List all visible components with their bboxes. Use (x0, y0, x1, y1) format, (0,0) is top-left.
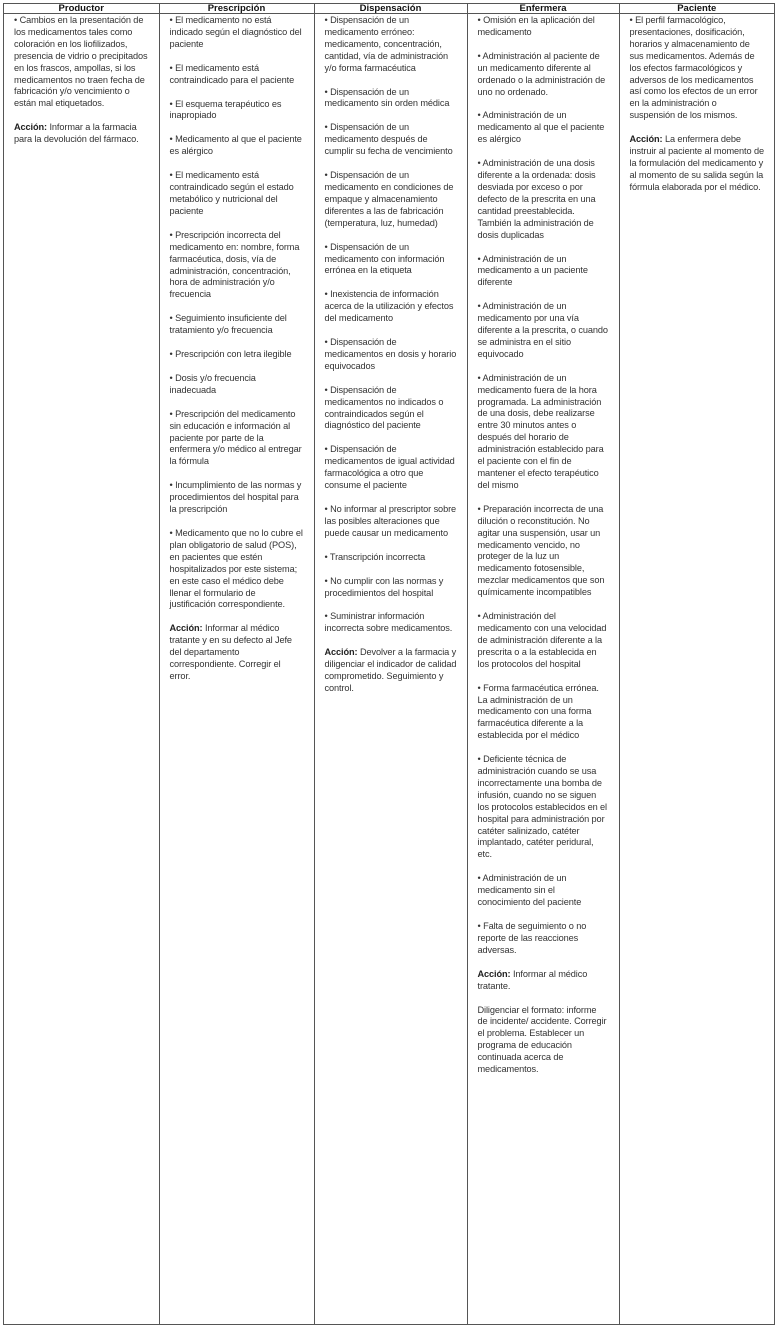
error-table (4, 4, 774, 1324)
action-label: Acción: (629, 134, 663, 145)
header-prescripcion: Prescripción (159, 4, 314, 14)
column-cell (314, 14, 467, 1325)
action-note (630, 134, 765, 194)
list-item: • Dispensación de medicamentos en dosis y horario equivocados (324, 337, 457, 371)
list-item: • Preparación incorrecta de una dilución o reconstitución. No agitar una suspensión, usar un medicamento vencido, no proteger de la luz un medicamento fotosensible, mezclar medicamentos que son químicamente incompatibles (477, 503, 605, 598)
action-label: Acción: (477, 968, 511, 979)
list-item: • El perfil farmacológico, presentaciones, dosificación, horarios y almacenamiento de sus medicamentos. Además de los efectos farmacológicos y adversos de los medicamentos así como los efectos de un error en la administración o suspensión de los mismos. (629, 15, 758, 121)
list-item: • El medicamento no está indicado según el diagnóstico del paciente (169, 15, 302, 49)
list-item: • Prescripción del medicamento sin educación e información al paciente por parte de la enfermera y/o médico al entregar la fórmula (169, 408, 302, 467)
header-enfermera: Enfermera (467, 4, 619, 14)
list-item: • Administración de una dosis diferente a la ordenada: dosis desviada por exceso o por defecto de la prescrita en una cantidad preestablecida. También la administración de dosis duplicadas (477, 158, 596, 240)
list-item: • Dispensación de medicamentos no indicados o contraindicados según el diagnóstico del paciente (324, 384, 444, 431)
list-item: • Administración al paciente de un medicamento diferente al ordenado o la administración de uno no ordenado. (477, 50, 606, 97)
column-cell (159, 14, 314, 1325)
list-item: • No informar al prescriptor sobre las posibles alteraciones que puede causar un medicamento (324, 504, 457, 538)
list-item: • Dispensación de un medicamento con información errónea en la etiqueta (324, 241, 445, 276)
list-item: • Cambios en la presentación de los medicamentos tales como coloración en los liofilizados, presencia de vidrio o precipitados en los frascos, ampollas, si los medicamentos no traen fecha de fabricación y/o vencimiento o están mal etiquetados. (14, 15, 148, 109)
header-row (4, 4, 774, 14)
list-item: • Inexistencia de información acerca de la utilización y efectos del medicamento (324, 289, 454, 324)
content-row (4, 14, 774, 1325)
action-text: Informar al médico tratante. (477, 968, 588, 991)
list-item: • Administración de un medicamento por una vía diferente a la prescrita, o cuando se administra en el sitio equivocado (477, 301, 608, 359)
list-item: • Prescripción incorrecta del medicamento en: nombre, forma farmacéutica, dosis, vía de administración, concentración, hora de administración y/o frecuencia (169, 229, 300, 300)
list-item: • Deficiente técnica de administración cuando se usa incorrectamente una bomba de infusión, cuando no se siguen los protocolos establecidos en el hospital para administración por catéter salinizado, catéter implantado, catéter peridural, etc. (477, 754, 607, 860)
list-item: • Falta de seguimiento o no reporte de las reacciones adversas. (477, 921, 587, 955)
list-item: • Medicamento al que el paciente es alérgico (169, 134, 302, 157)
list-item: • El medicamento está contraindicado para el paciente (169, 62, 295, 85)
list-item: • Dosis y/o frecuencia inadecuada (169, 372, 256, 395)
list-item: • El esquema terapéutico es inapropiado (169, 98, 282, 121)
column-cell (4, 14, 159, 1325)
action-label: Acción: (169, 623, 203, 634)
list-item: • Dispensación de un medicamento después de cumplir su fecha de vencimiento (324, 122, 453, 157)
list-item: • Administración de un medicamento sin el conocimiento del paciente (477, 873, 582, 908)
list-item: • Suministrar información incorrecta sobre medicamentos. (324, 611, 453, 634)
header-paciente: Paciente (619, 4, 774, 14)
list-item: • Administración de un medicamento a un paciente diferente (477, 253, 588, 288)
action-note (14, 122, 149, 146)
action-text: La enfermera debe instruir al paciente al momento de la formulación del medicamento y al momento de su salida según la fórmula elaborada por el médico. (629, 134, 764, 192)
list-item: • Dispensación de un medicamento erróneo: medicamento, concentración, cantidad, vía de administración y/o forma farmacéutica (324, 15, 449, 73)
list-item: • Dispensación de un medicamento sin orden médica (324, 86, 450, 109)
header-dispensacion: Dispensación (314, 4, 467, 14)
list-item: • Administración de un medicamento fuera de la hora programada. La administración de una dosis, debe realizarse entre 30 minutos antes o después del horario de administración establecido para el paciente con el fin de mantener el efecto terapéutico del mismo (477, 372, 604, 490)
column-cell (619, 14, 774, 1325)
list-item: • Forma farmacéutica errónea. La administración de un medicamento con una forma farmacéutica diferente a la establecida por el médico (477, 682, 599, 741)
list-item: • Omisión en la aplicación del medicamento (477, 15, 595, 37)
action-text: Informar a la farmacia para la devolución del fármaco. (14, 122, 139, 145)
medication-error-table (3, 3, 775, 1325)
action-text: Devolver a la farmacia y diligenciar el indicador de calidad comprometido. Seguimiento y control. (324, 647, 457, 693)
list-item: • Transcripción incorrecta (324, 551, 426, 562)
list-item: • Administración de un medicamento al que el paciente es alérgico (477, 110, 605, 145)
list-item: • Seguimiento insuficiente del tratamiento y/o frecuencia (169, 313, 287, 336)
column-cell (467, 14, 619, 1325)
extra-note: Diligenciar el formato: informe de incidente/ accidente. Corregir el problema. Establecer un programa de educación continuada acerca de medicamentos. (477, 1004, 607, 1075)
action-label: Acción: (14, 122, 47, 133)
list-item: • Administración del medicamento con una velocidad de administración diferente a la prescrita o a la establecida en los protocolos del hospital (477, 611, 607, 669)
action-label: Acción: (324, 647, 358, 658)
action-note (170, 623, 304, 683)
list-item: • Dispensación de medicamentos de igual actividad farmacológica a otro que consume el paciente (324, 444, 455, 491)
list-item: • Prescripción con letra ilegible (169, 349, 292, 360)
list-item: • Medicamento que no lo cubre el plan obligatorio de salud (POS), en pacientes que estén hospitalizados por este sistema; en este caso el médico debe llenar el formulario de justificación correspondiente. (169, 528, 303, 610)
list-item: • Incumplimiento de las normas y procedimientos del hospital para la prescripción (169, 480, 302, 515)
header-productor: Productor (4, 4, 159, 14)
action-text: Informar al médico tratante y en su defecto al Jefe del departamento correspondiente. Corregir el error. (169, 623, 292, 681)
list-item: • El medicamento está contraindicado según el estado metabólico y nutricional del paciente (169, 170, 294, 216)
list-item: • No cumplir con las normas y procedimientos del hospital (324, 575, 444, 598)
action-note (325, 647, 457, 695)
action-note (478, 969, 609, 993)
list-item: • Dispensación de un medicamento en condiciones de empaque y almacenamiento diferentes a las de fabricación (temperatura, luz, humedad) (324, 170, 454, 228)
